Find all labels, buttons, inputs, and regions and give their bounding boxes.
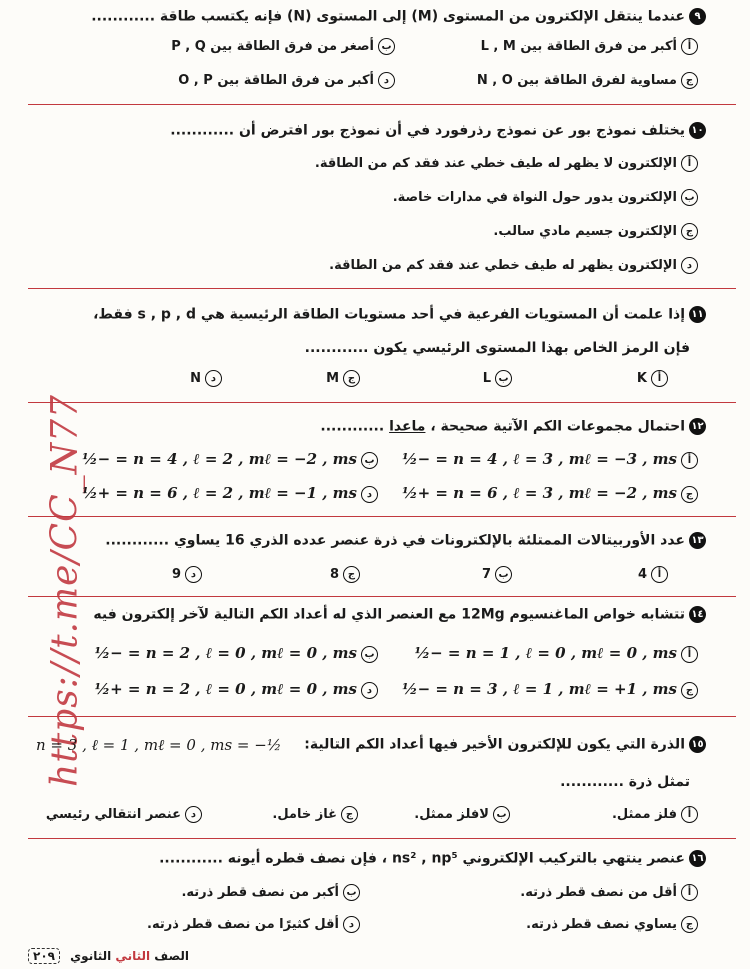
option-c[interactable]: جيساوي نصف قطر ذرته. — [526, 916, 698, 933]
option-a[interactable]: أ4 — [638, 566, 668, 583]
footer-grade-1: الصف — [154, 949, 190, 963]
option-c[interactable]: جالإلكترون جسيم مادي سالب. — [493, 223, 698, 240]
option-b[interactable]: بL — [483, 370, 512, 387]
question-15-quantum-numbers: n = 3 , ℓ = 1 , mℓ = 0 , ms = −½ — [36, 736, 282, 754]
question-11-stem: ١١إذا علمت أن المستويات الفرعية في أحد مستويات الطاقة الرئيسية هي s , p , d فقط، — [93, 306, 706, 323]
page-footer — [28, 948, 189, 964]
option-b[interactable]: بالإلكترون يدور حول النواة في مدارات خاصة. — [393, 189, 698, 206]
option-c[interactable]: ج8 — [330, 566, 360, 583]
question-13-stem: ١٣عدد الأوربيتالات الممتلئة بالإلكترونات في ذرة عنصر عدده الذري 16 يساوي ............ — [105, 532, 706, 549]
divider — [28, 402, 736, 403]
divider — [28, 596, 736, 597]
option-b[interactable]: بأصغر من فرق الطاقة بين P , Q — [171, 38, 395, 55]
question-9-stem: ٩عندما ينتقل الإلكترون من المستوى (M) إلى المستوى (N) فإنه يكتسب طاقة ............ — [91, 8, 706, 25]
question-11-stem-continued: فإن الرمز الخاص بهذا المستوى الرئيسي يكون ............ — [304, 340, 690, 356]
footer-grade-2: الثاني — [115, 949, 151, 963]
option-a[interactable]: أأكبر من فرق الطاقة بين L , M — [481, 38, 698, 55]
option-d[interactable]: دn = 6 , ℓ = 2 , mℓ = −1 , ms = +½ — [82, 484, 378, 503]
divider — [28, 716, 736, 717]
question-16-stem: ١٦عنصر ينتهي بالتركيب الإلكتروني ns² , np⁵ ، فإن نصف قطره أيونه ............ — [159, 850, 706, 867]
option-a[interactable]: أn = 4 , ℓ = 3 , mℓ = −3 , ms = −½ — [402, 450, 698, 469]
question-14-stem: ١٤تتشابه خواص الماغنسيوم 12Mg مع العنصر الذي له أعداد الكم التالية لآخر إلكترون فيه — [93, 606, 706, 623]
question-number: ٩ — [689, 8, 706, 25]
option-a[interactable]: أK — [637, 370, 668, 387]
page-number: ٢٠٩ — [28, 948, 60, 964]
divider — [28, 838, 736, 839]
option-c[interactable]: جM — [326, 370, 360, 387]
option-c[interactable]: جمساوية لفرق الطاقة بين N , O — [477, 72, 698, 89]
divider — [28, 104, 736, 105]
option-a[interactable]: أn = 1 , ℓ = 0 , mℓ = 0 , ms = −½ — [415, 644, 699, 663]
option-a[interactable]: أأقل من نصف قطر ذرته. — [520, 884, 698, 901]
option-c[interactable]: جn = 6 , ℓ = 3 , mℓ = −2 , ms = +½ — [402, 484, 698, 503]
divider — [28, 288, 736, 289]
option-d[interactable]: دأكبر من فرق الطاقة بين O , P — [178, 72, 395, 89]
option-a[interactable]: أالإلكترون لا يظهر له طيف خطي عند فقد كم من الطاقة. — [315, 155, 698, 172]
option-d[interactable]: د9 — [172, 566, 202, 583]
option-b[interactable]: بn = 2 , ℓ = 0 , mℓ = 0 , ms = −½ — [95, 644, 379, 663]
option-c[interactable]: جn = 3 , ℓ = 1 , mℓ = +1 , ms = −½ — [402, 680, 698, 699]
question-12-stem: ١٢احتمال مجموعات الكم الآتية صحيحة ، ماعدا ............ — [320, 418, 706, 435]
question-15-stem-continued: تمثل ذرة ............ — [560, 774, 690, 790]
option-d[interactable]: دأقل كثيرًا من نصف قطر ذرته. — [147, 916, 360, 933]
option-d[interactable]: دالإلكترون يظهر له طيف خطي عند فقد كم من الطاقة. — [329, 257, 698, 274]
divider — [28, 516, 736, 517]
option-b[interactable]: بأكبر من نصف قطر ذرته. — [181, 884, 360, 901]
question-10-stem: ١٠يختلف نموذج بور عن نموذج رذرفورد في أن نموذج بور افترض أن ............ — [170, 122, 706, 139]
option-a[interactable]: أفلز ممثل. — [612, 806, 698, 823]
option-b[interactable]: ب7 — [482, 566, 512, 583]
footer-grade-3: الثانوي — [70, 949, 112, 963]
option-d[interactable]: دn = 2 , ℓ = 0 , mℓ = 0 , ms = +½ — [95, 680, 379, 699]
option-b[interactable]: بn = 4 , ℓ = 2 , mℓ = −2 , ms = −½ — [82, 450, 378, 469]
option-d[interactable]: دعنصر انتقالي رئيسي — [46, 806, 202, 823]
option-b[interactable]: بلافلز ممثل. — [414, 806, 510, 823]
option-d[interactable]: دN — [190, 370, 222, 387]
option-c[interactable]: جغاز خامل. — [272, 806, 358, 823]
question-15-stem: ١٥الذرة التي يكون للإلكترون الأخير فيها أعداد الكم التالية: — [304, 736, 706, 753]
watermark-link: https://t.me/CC_N77 — [44, 394, 86, 787]
